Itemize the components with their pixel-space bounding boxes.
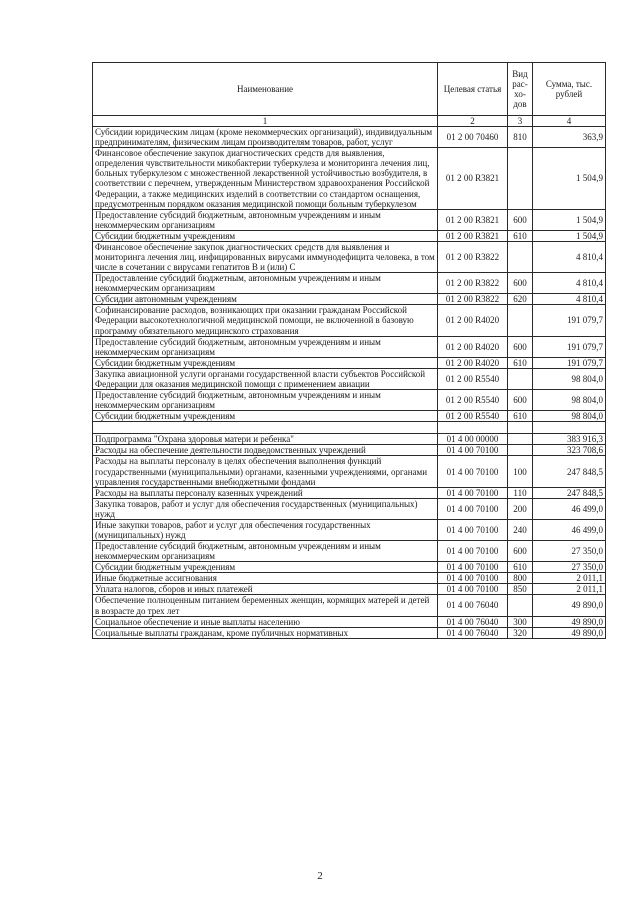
cell-type <box>508 368 533 389</box>
cell-code: 01 4 00 70100 <box>438 498 508 519</box>
table-row <box>93 305 606 336</box>
cell-code: 01 2 00 R3822 <box>438 294 508 305</box>
cell-type: 240 <box>508 519 533 540</box>
table-row <box>93 411 606 422</box>
cell-type: 600 <box>508 390 533 411</box>
cell-sum: 2 011,1 <box>533 573 606 584</box>
cell-name: Уплата налогов, сборов и иных платежей <box>93 584 438 595</box>
cell-code: 01 2 00 R3822 <box>438 273 508 294</box>
cell-code: 01 2 00 R3821 <box>438 230 508 241</box>
header-sum: Сумма, тыс. рублей <box>533 63 606 116</box>
cell-code: 01 2 00 R5540 <box>438 368 508 389</box>
cell-sum: 98 804,0 <box>533 368 606 389</box>
cell-name: Расходы на выплаты персоналу казенных учреждений <box>93 487 438 498</box>
cell-sum: 1 504,9 <box>533 148 606 209</box>
cell-name: Софинансирование расходов, возникающих при оказании гражданам Российской Федерации высокотехнологичной медицинской помощи, не включенной в базовую программу обязательного медицинского страхования <box>93 305 438 336</box>
cell-sum: 49 890,0 <box>533 595 606 616</box>
column-number: 2 <box>438 116 508 127</box>
cell-type: 100 <box>508 456 533 487</box>
cell-type <box>508 241 533 272</box>
cell-code: 01 2 00 R4020 <box>438 305 508 336</box>
cell-code: 01 4 00 76040 <box>438 616 508 627</box>
cell-name: Предоставление субсидий бюджетным, автономным учреждениям и иным некоммерческим организациям <box>93 336 438 357</box>
cell-type <box>508 434 533 445</box>
cell-type: 600 <box>508 273 533 294</box>
table-row <box>93 498 606 519</box>
table-row <box>93 390 606 411</box>
cell-name: Субсидии автономным учреждениям <box>93 294 438 305</box>
table-row <box>93 209 606 230</box>
budget-table <box>92 62 606 639</box>
cell-sum: 98 804,0 <box>533 390 606 411</box>
cell-type: 610 <box>508 562 533 573</box>
header-code: Целевая статья <box>438 63 508 116</box>
header-name: Наименование <box>93 63 438 116</box>
cell-code: 01 4 00 76040 <box>438 627 508 638</box>
cell-code: 01 2 00 R4020 <box>438 336 508 357</box>
cell-type: 320 <box>508 627 533 638</box>
table-row <box>93 422 606 434</box>
cell-code: 01 4 00 70100 <box>438 584 508 595</box>
table-row <box>93 336 606 357</box>
cell-type <box>508 445 533 456</box>
page-number: 2 <box>317 870 323 882</box>
cell-name: Предоставление субсидий бюджетным, автономным учреждениям и иным некоммерческим организациям <box>93 541 438 562</box>
column-number: 1 <box>93 116 438 127</box>
table-row <box>93 294 606 305</box>
cell-name: Финансовое обеспечение закупок диагностических средств для выявления, определения чувствительности микобактерии туберкулеза и мониторинга лечения лиц, больных туберкулезом с множественной лекарственной устойчивостью возбудителя, в соответствии с перечнем, утвержденным Министерством здравоохранения Российской Федерации, а также медицинских изделий в соответствии со стандартом оснащения, предусмотренным порядком оказания медицинской помощи больным туберкулезом <box>93 148 438 209</box>
table-row <box>93 434 606 445</box>
table-row <box>93 519 606 540</box>
cell-type: 610 <box>508 230 533 241</box>
cell-sum: 191 079,7 <box>533 357 606 368</box>
cell-name: Субсидии бюджетным учреждениям <box>93 357 438 368</box>
cell-type: 600 <box>508 541 533 562</box>
table-row <box>93 562 606 573</box>
cell-name: Финансовое обеспечение закупок диагностических средств для выявления и мониторинга лечения лиц, инфицированных вирусами иммунодефицита человека, в том числе в сочетании с вирусами гепатитов B и (или) C <box>93 241 438 272</box>
cell-sum: 27 350,0 <box>533 562 606 573</box>
column-number: 3 <box>508 116 533 127</box>
table-row <box>93 627 606 638</box>
cell-name: Иные закупки товаров, работ и услуг для обеспечения государственных (муниципальных) нужд <box>93 519 438 540</box>
cell-name: Предоставление субсидий бюджетным, автономным учреждениям и иным некоммерческим организациям <box>93 273 438 294</box>
cell-code <box>438 422 508 434</box>
cell-code: 01 2 00 R3821 <box>438 148 508 209</box>
cell-type <box>508 595 533 616</box>
cell-sum: 4 810,4 <box>533 273 606 294</box>
cell-sum: 4 810,4 <box>533 241 606 272</box>
cell-code: 01 4 00 70100 <box>438 519 508 540</box>
header-row <box>93 63 606 116</box>
cell-type: 610 <box>508 411 533 422</box>
cell-code: 01 2 00 70460 <box>438 127 508 148</box>
cell-sum: 247 848,5 <box>533 487 606 498</box>
table-row <box>93 368 606 389</box>
cell-name: Социальное обеспечение и иные выплаты населению <box>93 616 438 627</box>
column-number-row <box>93 116 606 127</box>
table-row <box>93 241 606 272</box>
header-type: Вид рас- хо- дов <box>508 63 533 116</box>
table-row <box>93 584 606 595</box>
cell-sum: 383 916,3 <box>533 434 606 445</box>
cell-name: Закупка товаров, работ и услуг для обеспечения государственных (муниципальных) нужд <box>93 498 438 519</box>
cell-code: 01 4 00 76040 <box>438 595 508 616</box>
cell-sum: 323 708,6 <box>533 445 606 456</box>
cell-code: 01 4 00 70100 <box>438 562 508 573</box>
cell-sum <box>533 422 606 434</box>
cell-sum: 191 079,7 <box>533 305 606 336</box>
cell-sum: 2 011,1 <box>533 584 606 595</box>
table-row <box>93 616 606 627</box>
cell-code: 01 4 00 70100 <box>438 445 508 456</box>
column-number: 4 <box>533 116 606 127</box>
cell-type: 110 <box>508 487 533 498</box>
cell-sum: 46 499,0 <box>533 498 606 519</box>
cell-sum: 1 504,9 <box>533 230 606 241</box>
cell-sum: 247 848,5 <box>533 456 606 487</box>
cell-sum: 363,9 <box>533 127 606 148</box>
cell-type <box>508 422 533 434</box>
cell-name: Субсидии бюджетным учреждениям <box>93 411 438 422</box>
cell-name: Предоставление субсидий бюджетным, автономным учреждениям и иным некоммерческим организациям <box>93 390 438 411</box>
cell-sum: 46 499,0 <box>533 519 606 540</box>
cell-name: Социальные выплаты гражданам, кроме публичных нормативных <box>93 627 438 638</box>
cell-code: 01 4 00 70100 <box>438 573 508 584</box>
cell-name: Расходы на выплаты персоналу в целях обеспечения выполнения функций государственными (муниципальными) органами, казенными учреждениями, органами управления государственными внебюджетными фондами <box>93 456 438 487</box>
table-row <box>93 595 606 616</box>
table-row <box>93 357 606 368</box>
cell-name: Субсидии бюджетным учреждениям <box>93 230 438 241</box>
cell-code: 01 2 00 R5540 <box>438 411 508 422</box>
table-row <box>93 148 606 209</box>
cell-name: Расходы на обеспечение деятельности подведомственных учреждений <box>93 445 438 456</box>
cell-type: 600 <box>508 209 533 230</box>
cell-type: 600 <box>508 336 533 357</box>
cell-code: 01 2 00 R3822 <box>438 241 508 272</box>
cell-code: 01 2 00 R3821 <box>438 209 508 230</box>
cell-sum: 1 504,9 <box>533 209 606 230</box>
cell-type: 850 <box>508 584 533 595</box>
cell-name: Подпрограмма "Охрана здоровья матери и ребенка" <box>93 434 438 445</box>
cell-code: 01 4 00 70100 <box>438 456 508 487</box>
cell-code: 01 4 00 00000 <box>438 434 508 445</box>
table-row <box>93 230 606 241</box>
table-row <box>93 127 606 148</box>
table-row <box>93 445 606 456</box>
cell-sum: 49 890,0 <box>533 616 606 627</box>
cell-code: 01 2 00 R4020 <box>438 357 508 368</box>
cell-type: 810 <box>508 127 533 148</box>
cell-name: Предоставление субсидий бюджетным, автономным учреждениям и иным некоммерческим организациям <box>93 209 438 230</box>
cell-name: Иные бюджетные ассигнования <box>93 573 438 584</box>
cell-type: 620 <box>508 294 533 305</box>
cell-type: 800 <box>508 573 533 584</box>
table-body <box>93 127 606 639</box>
cell-name: Закупка авиационной услуги органами государственной власти субъектов Российской Федерации для оказания медицинской помощи с применением авиации <box>93 368 438 389</box>
table-row <box>93 573 606 584</box>
cell-type <box>508 148 533 209</box>
table-row <box>93 456 606 487</box>
cell-sum: 27 350,0 <box>533 541 606 562</box>
table-row <box>93 541 606 562</box>
cell-sum: 49 890,0 <box>533 627 606 638</box>
cell-name: Обеспечение полноценным питанием беременных женщин, кормящих матерей и детей в возрасте до трех лет <box>93 595 438 616</box>
table-row <box>93 487 606 498</box>
cell-name: Субсидии юридическим лицам (кроме некоммерческих организаций), индивидуальным предпринимателям, физическим лицам производителям товаров, работ, услуг <box>93 127 438 148</box>
cell-code: 01 4 00 70100 <box>438 487 508 498</box>
cell-type: 200 <box>508 498 533 519</box>
cell-code: 01 4 00 70100 <box>438 541 508 562</box>
cell-name: Субсидии бюджетным учреждениям <box>93 562 438 573</box>
cell-sum: 191 079,7 <box>533 336 606 357</box>
cell-sum: 98 804,0 <box>533 411 606 422</box>
cell-type: 610 <box>508 357 533 368</box>
cell-sum: 4 810,4 <box>533 294 606 305</box>
cell-type <box>508 305 533 336</box>
table-row <box>93 273 606 294</box>
cell-type: 300 <box>508 616 533 627</box>
cell-code: 01 2 00 R5540 <box>438 390 508 411</box>
cell-name <box>93 422 438 434</box>
